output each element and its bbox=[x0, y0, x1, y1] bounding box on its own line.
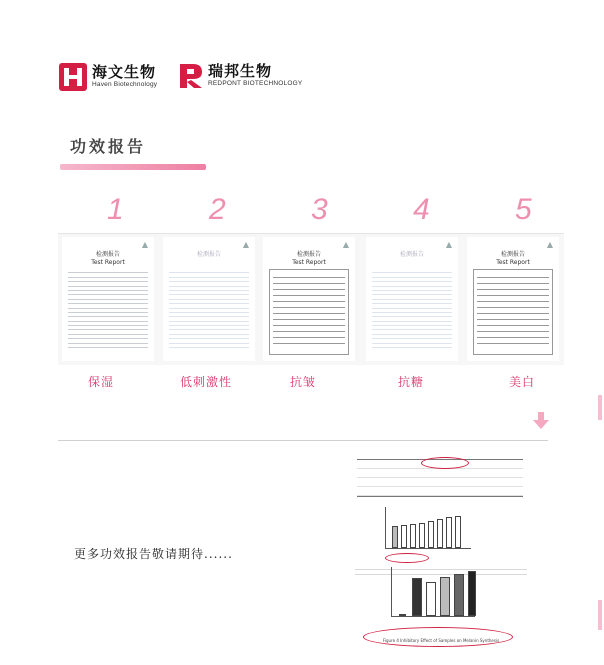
bar bbox=[437, 519, 443, 548]
haiwen-logo bbox=[58, 62, 157, 92]
bar bbox=[455, 516, 461, 548]
figure-caption: Figure 4 Inhibitory Effect of Samples on Melanin Synthesis bbox=[382, 638, 500, 643]
edge-mark bbox=[598, 600, 602, 630]
report-subtitle: Test Report bbox=[292, 258, 326, 266]
category-label-2: 低刺激性 bbox=[180, 375, 233, 389]
bar-chart-lower bbox=[391, 567, 475, 617]
report-title: 检测报告 bbox=[95, 251, 120, 258]
report-number-4: 4 bbox=[413, 193, 430, 226]
report-logo-icon: ▲ bbox=[445, 240, 452, 249]
report-number-1: 1 bbox=[107, 193, 124, 226]
report-number-3: 3 bbox=[311, 193, 328, 226]
bar bbox=[392, 526, 398, 548]
report-thumbnail-2[interactable] bbox=[163, 237, 255, 361]
section-title-underline bbox=[60, 164, 206, 170]
ruibang-logo-icon bbox=[178, 62, 204, 90]
haiwen-logo-cn: 海文生物 bbox=[92, 63, 157, 82]
category-label-3: 抗皱 bbox=[290, 375, 317, 389]
report-subtitle: Test Report bbox=[91, 258, 125, 266]
ruibang-logo bbox=[178, 62, 302, 90]
report-logo-icon: ▲ bbox=[141, 240, 148, 249]
report-document-preview[interactable] bbox=[351, 441, 531, 655]
bar bbox=[454, 574, 464, 616]
report-thumbnail-4[interactable] bbox=[366, 237, 458, 361]
bar bbox=[468, 571, 476, 616]
category-label-1: 保湿 bbox=[88, 375, 115, 389]
report-title: 检测报告 bbox=[500, 251, 525, 258]
report-title: 检测报告 bbox=[399, 251, 424, 258]
bar bbox=[399, 614, 406, 616]
scroll-down-arrow-icon bbox=[532, 412, 550, 430]
bar bbox=[412, 578, 422, 616]
bar bbox=[428, 521, 434, 548]
report-title: 检测报告 bbox=[296, 251, 321, 258]
haiwen-logo-en: Haven Biotechnology bbox=[92, 81, 158, 89]
haiwen-logo-icon bbox=[58, 62, 88, 92]
report-logo-icon: ▲ bbox=[342, 240, 349, 249]
report-thumbnail-1[interactable] bbox=[62, 237, 154, 361]
category-label-4: 抗糖 bbox=[398, 375, 425, 389]
bar bbox=[410, 524, 416, 548]
report-thumbnail-3[interactable] bbox=[263, 237, 355, 361]
bar-chart-upper bbox=[385, 507, 471, 549]
report-logo-icon: ▲ bbox=[242, 240, 249, 249]
report-number-2: 2 bbox=[209, 193, 226, 226]
bar bbox=[446, 517, 452, 548]
report-title: 检测报告 bbox=[196, 251, 221, 258]
report-number-5: 5 bbox=[515, 193, 532, 226]
bar bbox=[401, 525, 407, 548]
section-title: 功效报告 bbox=[70, 137, 147, 156]
highlight-oval bbox=[363, 627, 513, 647]
bar bbox=[440, 577, 450, 616]
more-reports-text: 更多功效报告敬请期待...... bbox=[74, 547, 233, 561]
report-thumbnail-5[interactable] bbox=[467, 237, 559, 361]
ruibang-logo-en: REDPONT BIOTECHNOLOGY bbox=[208, 80, 303, 88]
report-subtitle: Test Report bbox=[496, 258, 530, 266]
bar bbox=[426, 582, 436, 616]
category-label-5: 美白 bbox=[509, 375, 536, 389]
ruibang-logo-cn: 瑞邦生物 bbox=[208, 62, 273, 81]
highlight-oval bbox=[385, 553, 429, 563]
highlight-oval bbox=[421, 457, 469, 469]
edge-mark bbox=[598, 395, 602, 420]
report-logo-icon: ▲ bbox=[546, 240, 553, 249]
bar bbox=[419, 523, 425, 548]
